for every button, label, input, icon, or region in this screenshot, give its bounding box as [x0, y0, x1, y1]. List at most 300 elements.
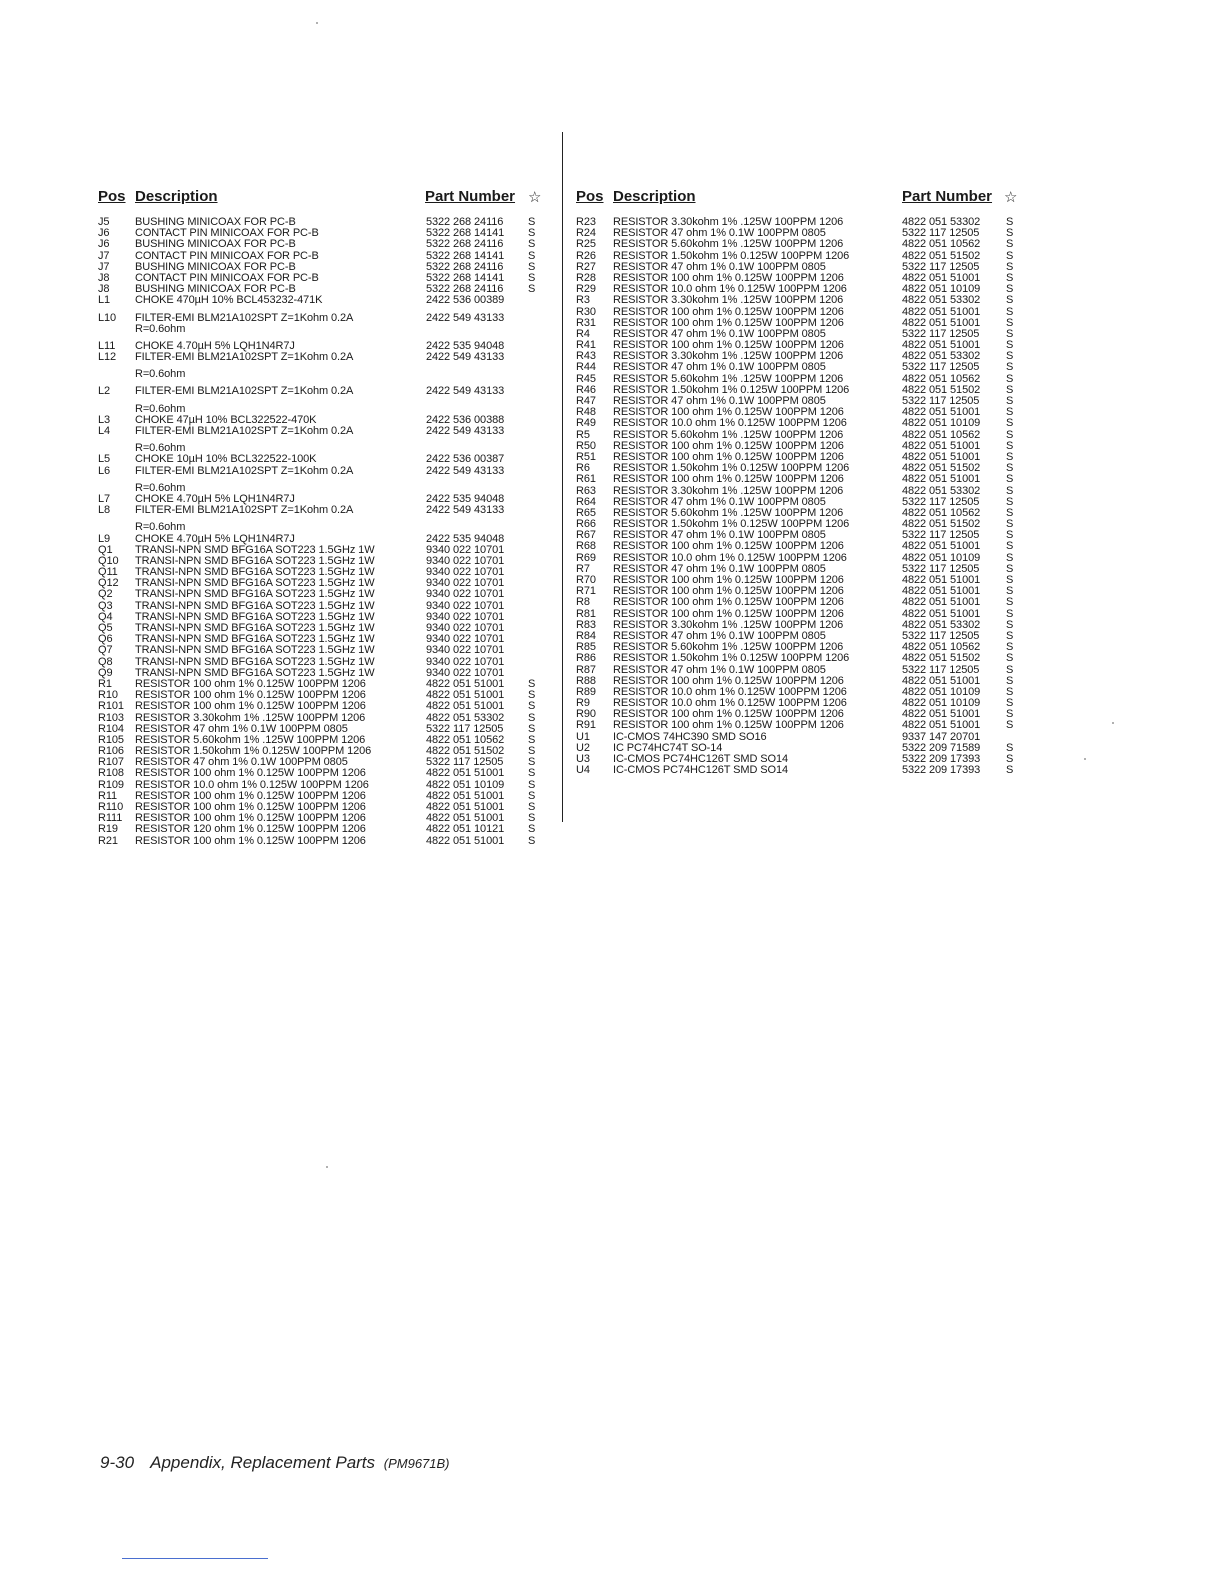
row-description: RESISTOR 10.0 ohm 1% 0.125W 100PPM 1206 [613, 697, 847, 710]
row-pos: R101 [98, 700, 124, 713]
row-pos: R108 [98, 767, 124, 780]
row-description: RESISTOR 47 ohm 1% 0.1W 100PPM 0805 [613, 495, 826, 508]
row-description: BUSHING MINICOAX FOR PC-B [135, 238, 296, 251]
row-part-number: 4822 051 51001 [426, 789, 505, 802]
row-part-number: 5322 117 12505 [902, 260, 980, 273]
row-service-flag: S [528, 789, 536, 802]
row-part-number: 4822 051 10562 [902, 641, 981, 654]
row-service-flag: S [528, 756, 536, 769]
row-description: TRANSI-NPN SMD BFG16A SOT223 1.5GHz 1W [135, 588, 375, 601]
row-part-number: 4822 051 51502 [902, 518, 981, 531]
row-pos: R8 [576, 596, 590, 609]
row-pos: L10 [98, 311, 117, 324]
table-header [576, 188, 1021, 208]
row-service-flag: S [1006, 294, 1014, 307]
row-service-flag: S [1006, 518, 1014, 531]
row-service-flag: S [1006, 406, 1014, 419]
row-part-number: 9340 022 10701 [426, 633, 505, 646]
table-row [576, 295, 1021, 306]
row-pos: L6 [98, 464, 111, 477]
row-service-flag: S [528, 689, 536, 702]
table-row [98, 534, 550, 545]
row-description: RESISTOR 100 ohm 1% 0.125W 100PPM 1206 [613, 719, 844, 732]
row-description: IC-CMOS PC74HC126T SMD SO14 [613, 764, 788, 777]
row-part-number: 4822 051 51001 [902, 339, 981, 352]
row-service-flag: S [1006, 383, 1014, 396]
row-pos: R86 [576, 652, 596, 665]
row-pos: U3 [576, 753, 590, 765]
row-service-flag: S [528, 700, 536, 713]
row-description: TRANSI-NPN SMD BFG16A SOT223 1.5GHz 1W [135, 577, 375, 590]
table-row [98, 589, 550, 600]
row-service-flag: S [1006, 372, 1014, 385]
row-pos: R84 [576, 629, 596, 642]
row-description: RESISTOR 10.0 ohm 1% 0.125W 100PPM 1206 [135, 778, 369, 791]
row-part-number: 2422 536 00389 [426, 294, 505, 307]
row-pos: R63 [576, 484, 596, 497]
table-row [576, 239, 1021, 250]
footer-rule [122, 1558, 268, 1559]
row-pos: Q3 [98, 599, 113, 612]
row-description: TRANSI-NPN SMD BFG16A SOT223 1.5GHz 1W [135, 554, 375, 567]
row-description: RESISTOR 100 ohm 1% 0.125W 100PPM 1206 [613, 574, 844, 586]
row-part-number: 5322 117 12505 [902, 529, 980, 542]
row-description: RESISTOR 100 ohm 1% 0.125W 100PPM 1206 [613, 708, 844, 721]
row-part-number: 4822 051 51502 [902, 249, 981, 262]
table-row [98, 454, 550, 465]
row-description: CHOKE 4.70µH 5% LQH1N4R7J [135, 492, 295, 505]
row-pos: L11 [98, 339, 116, 352]
row-description: RESISTOR 100 ohm 1% 0.125W 100PPM 1206 [613, 674, 844, 687]
row-description: RESISTOR 5.60kohm 1% .125W 100PPM 1206 [135, 733, 366, 746]
row-pos: U4 [576, 764, 590, 777]
row-pos: J6 [98, 227, 110, 240]
row-description: R=0.6ohm [135, 402, 186, 415]
row-description: RESISTOR 3.30kohm 1% .125W 100PPM 1206 [613, 618, 844, 631]
row-description: FILTER-EMI BLM21A102SPT Z=1Kohm 0.2A [135, 351, 354, 364]
row-part-number: 9340 022 10701 [426, 666, 505, 679]
row-description: RESISTOR 47 ohm 1% 0.1W 100PPM 0805 [613, 562, 826, 575]
row-part-number: 4822 051 51001 [426, 812, 505, 825]
row-pos: L12 [98, 351, 117, 364]
footer-title: Appendix, Replacement Parts [150, 1453, 376, 1472]
row-part-number: 4822 051 10109 [902, 685, 981, 698]
row-pos: R61 [576, 473, 596, 486]
row-pos: R50 [576, 439, 596, 452]
row-description: RESISTOR 10.0 ohm 1% 0.125W 100PPM 1206 [613, 685, 847, 698]
row-pos: R4 [576, 327, 590, 340]
row-part-number: 2422 549 43133 [426, 351, 505, 364]
scan-speck [1112, 722, 1114, 724]
row-pos: R45 [576, 372, 596, 385]
row-description: RESISTOR 47 ohm 1% 0.1W 100PPM 0805 [613, 529, 826, 542]
table-row [98, 239, 550, 250]
row-pos: J8 [98, 271, 110, 284]
row-part-number: 5322 117 12505 [902, 395, 980, 407]
row-service-flag: S [528, 834, 536, 847]
table-row [98, 836, 550, 847]
row-part-number: 4822 051 10109 [902, 551, 981, 564]
row-pos: R105 [98, 733, 124, 746]
row-part-number: 9340 022 10701 [426, 644, 505, 657]
row-description: TRANSI-NPN SMD BFG16A SOT223 1.5GHz 1W [135, 622, 375, 634]
table-row [576, 418, 1021, 429]
row-part-number: 2422 536 00388 [426, 413, 505, 426]
row-pos: Q6 [98, 633, 113, 646]
row-part-number: 2422 535 94048 [426, 532, 505, 545]
row-part-number: 4822 051 51001 [426, 767, 505, 780]
row-description: RESISTOR 100 ohm 1% 0.125W 100PPM 1206 [135, 677, 366, 690]
row-service-flag: S [1006, 484, 1014, 497]
row-pos: R9 [576, 697, 590, 710]
row-service-flag: S [528, 216, 536, 228]
row-description: RESISTOR 10.0 ohm 1% 0.125W 100PPM 1206 [613, 417, 847, 430]
row-part-number: 5322 117 12505 [902, 361, 980, 374]
row-part-number: 4822 051 51001 [426, 700, 505, 713]
row-part-number: 5322 117 12505 [426, 756, 504, 769]
row-service-flag: S [1006, 674, 1014, 687]
row-description: TRANSI-NPN SMD BFG16A SOT223 1.5GHz 1W [135, 655, 375, 668]
row-pos: R27 [576, 260, 596, 273]
row-pos: U1 [576, 730, 590, 743]
row-part-number: 4822 051 51001 [902, 540, 981, 553]
row-service-flag: S [1006, 271, 1014, 284]
row-description: R=0.6ohm [135, 322, 186, 335]
row-description: RESISTOR 100 ohm 1% 0.125W 100PPM 1206 [613, 540, 844, 553]
row-pos: R46 [576, 383, 596, 396]
table-row [98, 466, 550, 477]
row-pos: R88 [576, 674, 596, 687]
row-part-number: 5322 117 12505 [902, 495, 980, 508]
parts-table-right [576, 188, 1021, 776]
row-pos: R107 [98, 756, 124, 769]
table-row [98, 505, 550, 516]
row-description: TRANSI-NPN SMD BFG16A SOT223 1.5GHz 1W [135, 566, 375, 579]
row-pos: R83 [576, 618, 596, 631]
row-pos: L1 [98, 294, 111, 307]
row-pos: Q9 [98, 666, 113, 679]
row-part-number: 4822 051 51001 [902, 574, 981, 586]
row-description: RESISTOR 10.0 ohm 1% 0.125W 100PPM 1206 [613, 551, 847, 564]
row-description: RESISTOR 100 ohm 1% 0.125W 100PPM 1206 [135, 801, 366, 813]
row-pos: R23 [576, 216, 596, 228]
row-part-number: 9340 022 10701 [426, 543, 505, 556]
row-part-number: 4822 051 51001 [902, 439, 981, 452]
row-pos: R28 [576, 271, 596, 284]
row-service-flag: S [1006, 741, 1014, 754]
row-part-number: 4822 051 10109 [426, 778, 505, 791]
row-pos: Q8 [98, 655, 113, 668]
row-description: RESISTOR 5.60kohm 1% .125W 100PPM 1206 [613, 372, 844, 385]
row-description: RESISTOR 100 ohm 1% 0.125W 100PPM 1206 [613, 305, 844, 318]
row-part-number: 4822 051 51001 [902, 719, 981, 732]
row-part-number: 5322 117 12505 [902, 663, 980, 676]
table-row [576, 597, 1021, 608]
row-pos: R29 [576, 283, 596, 296]
row-part-number: 5322 268 24116 [426, 216, 504, 228]
row-part-number: 4822 051 51502 [902, 652, 981, 665]
row-description: RESISTOR 5.60kohm 1% .125W 100PPM 1206 [613, 506, 844, 519]
row-description: RESISTOR 100 ohm 1% 0.125W 100PPM 1206 [613, 607, 844, 620]
header-part-number: Part Number [902, 188, 993, 205]
row-service-flag: S [528, 778, 536, 791]
row-pos: Q4 [98, 610, 113, 623]
row-part-number: 4822 051 51001 [902, 305, 981, 318]
page-number: 9-30 [100, 1453, 135, 1472]
table-row [98, 426, 550, 437]
row-service-flag: S [1006, 473, 1014, 486]
row-part-number: 2422 549 43133 [426, 425, 505, 437]
row-service-flag: S [1006, 395, 1014, 407]
row-service-flag: S [528, 260, 536, 273]
row-part-number: 4822 051 51001 [902, 585, 981, 598]
row-service-flag: S [1006, 540, 1014, 553]
row-pos: R106 [98, 745, 124, 758]
row-description: RESISTOR 47 ohm 1% 0.1W 100PPM 0805 [135, 722, 348, 735]
table-row [576, 474, 1021, 485]
row-description: RESISTOR 3.30kohm 1% .125W 100PPM 1206 [613, 484, 844, 497]
row-service-flag: S [1006, 652, 1014, 665]
row-service-flag: S [1006, 506, 1014, 519]
row-description: RESISTOR 1.50kohm 1% 0.125W 100PPM 1206 [135, 745, 372, 758]
row-service-flag: S [1006, 283, 1014, 296]
row-part-number: 4822 051 53302 [426, 711, 505, 724]
row-part-number: 5322 268 14141 [426, 271, 505, 284]
row-description: RESISTOR 100 ohm 1% 0.125W 100PPM 1206 [613, 339, 844, 352]
row-description: RESISTOR 3.30kohm 1% .125W 100PPM 1206 [613, 216, 844, 228]
row-pos: R31 [576, 316, 596, 329]
row-description: RESISTOR 100 ohm 1% 0.125W 100PPM 1206 [613, 585, 844, 598]
row-description: RESISTOR 100 ohm 1% 0.125W 100PPM 1206 [613, 271, 844, 284]
row-description: FILTER-EMI BLM21A102SPT Z=1Kohm 0.2A [135, 385, 354, 398]
row-pos: R70 [576, 574, 596, 586]
row-pos: R41 [576, 339, 596, 352]
row-service-flag: S [528, 677, 536, 690]
row-part-number: 4822 051 51001 [902, 406, 981, 419]
table-row [98, 768, 550, 779]
row-pos: R1 [98, 677, 112, 690]
row-pos: Q2 [98, 588, 113, 601]
row-pos: R6 [576, 462, 590, 475]
row-description: TRANSI-NPN SMD BFG16A SOT223 1.5GHz 1W [135, 543, 375, 556]
row-description: TRANSI-NPN SMD BFG16A SOT223 1.5GHz 1W [135, 633, 375, 646]
table-row [98, 701, 550, 712]
row-description: RESISTOR 120 ohm 1% 0.125W 100PPM 1206 [135, 823, 366, 836]
row-description: CONTACT PIN MINICOAX FOR PC-B [135, 271, 319, 284]
header-part-number: Part Number [425, 188, 516, 205]
row-pos: R49 [576, 417, 596, 430]
row-service-flag: S [1006, 697, 1014, 710]
parts-list [98, 217, 550, 847]
row-service-flag: S [1006, 327, 1014, 340]
row-part-number: 4822 051 51001 [902, 450, 981, 463]
row-pos: J7 [98, 260, 110, 273]
row-service-flag: S [1006, 428, 1014, 441]
row-service-flag: S [1006, 753, 1014, 765]
row-part-number: 4822 051 51001 [902, 674, 981, 687]
row-part-number: 4822 051 51001 [902, 708, 981, 721]
row-description: CHOKE 4.70µH 5% LQH1N4R7J [135, 339, 295, 352]
row-pos: R68 [576, 540, 596, 553]
row-description: RESISTOR 1.50kohm 1% 0.125W 100PPM 1206 [613, 462, 850, 475]
row-service-flag: S [1006, 663, 1014, 676]
row-part-number: 4822 051 10109 [902, 697, 981, 710]
row-service-flag: S [528, 767, 536, 780]
row-service-flag: S [1006, 305, 1014, 318]
row-description: TRANSI-NPN SMD BFG16A SOT223 1.5GHz 1W [135, 599, 375, 612]
row-description: RESISTOR 100 ohm 1% 0.125W 100PPM 1206 [613, 473, 844, 486]
row-pos: Q12 [98, 577, 119, 590]
row-part-number: 4822 051 51001 [902, 473, 981, 486]
row-part-number: 4822 051 51001 [902, 607, 981, 620]
row-pos: R89 [576, 685, 596, 698]
row-part-number: 9340 022 10701 [426, 655, 505, 668]
row-service-flag: S [528, 283, 536, 296]
row-description: RESISTOR 100 ohm 1% 0.125W 100PPM 1206 [613, 450, 844, 463]
table-row [98, 313, 550, 324]
row-pos: R90 [576, 708, 596, 721]
row-pos: R30 [576, 305, 596, 318]
row-part-number: 4822 051 10562 [902, 428, 981, 441]
row-pos: R5 [576, 428, 590, 441]
row-service-flag: S [1006, 607, 1014, 620]
row-pos: L8 [98, 504, 111, 517]
row-description: IC-CMOS PC74HC126T SMD SO14 [613, 753, 788, 765]
row-pos: Q7 [98, 644, 113, 657]
header-description: Description [613, 188, 696, 205]
row-pos: R44 [576, 361, 596, 374]
row-description: FILTER-EMI BLM21A102SPT Z=1Kohm 0.2A [135, 464, 354, 477]
row-service-flag: S [528, 238, 536, 251]
table-row [98, 369, 550, 380]
row-pos: R51 [576, 450, 596, 463]
row-pos: R87 [576, 663, 596, 676]
row-pos: R91 [576, 719, 596, 732]
row-part-number: 5322 117 12505 [902, 227, 980, 240]
parts-table-left [98, 188, 550, 847]
row-part-number: 4822 051 51001 [426, 677, 505, 690]
row-service-flag: S [1006, 238, 1014, 251]
row-service-flag: S [528, 227, 536, 240]
row-service-flag: S [1006, 551, 1014, 564]
row-service-flag: S [528, 801, 536, 813]
row-part-number: 4822 051 10562 [902, 506, 981, 519]
row-description: RESISTOR 47 ohm 1% 0.1W 100PPM 0805 [613, 227, 826, 240]
row-part-number: 4822 051 51001 [902, 316, 981, 329]
row-service-flag: S [1006, 495, 1014, 508]
row-pos: J5 [98, 216, 110, 228]
row-service-flag: S [528, 711, 536, 724]
footer-model: (PM9671B) [383, 1456, 450, 1471]
row-pos: R3 [576, 294, 590, 307]
row-description: RESISTOR 100 ohm 1% 0.125W 100PPM 1206 [613, 596, 844, 609]
row-pos: R26 [576, 249, 596, 262]
row-service-flag: S [1006, 618, 1014, 631]
row-service-flag: S [1006, 316, 1014, 329]
row-service-flag: S [1006, 227, 1014, 240]
star-icon: ☆ [528, 189, 542, 206]
row-pos: R7 [576, 562, 590, 575]
row-part-number: 4822 051 51502 [902, 383, 981, 396]
row-part-number: 9340 022 10701 [426, 554, 505, 567]
row-description: CHOKE 10µH 10% BCL322522-100K [135, 453, 317, 466]
scan-speck [1084, 758, 1086, 760]
row-description: R=0.6ohm [135, 481, 186, 494]
row-pos: L7 [98, 492, 111, 505]
row-description: RESISTOR 47 ohm 1% 0.1W 100PPM 0805 [613, 629, 826, 642]
row-part-number: 4822 051 10562 [426, 733, 505, 746]
row-part-number: 4822 051 10109 [902, 283, 981, 296]
row-description: RESISTOR 5.60kohm 1% .125W 100PPM 1206 [613, 641, 844, 654]
table-row [576, 541, 1021, 552]
table-row [98, 824, 550, 835]
row-description: CONTACT PIN MINICOAX FOR PC-B [135, 249, 319, 262]
row-part-number: 4822 051 51001 [426, 834, 505, 847]
row-part-number: 5322 209 17393 [902, 753, 981, 765]
table-header [98, 188, 550, 208]
row-pos: L2 [98, 385, 111, 398]
row-part-number: 4822 051 51001 [426, 689, 505, 702]
row-pos: R48 [576, 406, 596, 419]
row-description: CHOKE 47µH 10% BCL322522-470K [135, 413, 317, 426]
row-description: RESISTOR 47 ohm 1% 0.1W 100PPM 0805 [613, 260, 826, 273]
row-pos: R43 [576, 350, 596, 363]
row-description: RESISTOR 47 ohm 1% 0.1W 100PPM 0805 [613, 663, 826, 676]
row-description: IC-CMOS 74HC390 SMD SO16 [613, 730, 767, 743]
row-pos: R65 [576, 506, 596, 519]
row-service-flag: S [1006, 260, 1014, 273]
row-part-number: 4822 051 51502 [426, 745, 505, 758]
row-description: RESISTOR 1.50kohm 1% 0.125W 100PPM 1206 [613, 249, 850, 262]
table-row [576, 307, 1021, 318]
scan-speck [316, 22, 318, 24]
row-part-number: 2422 535 94048 [426, 339, 505, 352]
row-part-number: 4822 051 51001 [902, 271, 981, 284]
row-description: R=0.6ohm [135, 442, 186, 455]
row-part-number: 5322 209 71589 [902, 741, 981, 754]
scan-speck [326, 1166, 328, 1168]
row-pos: Q1 [98, 543, 113, 556]
row-description: RESISTOR 5.60kohm 1% .125W 100PPM 1206 [613, 428, 844, 441]
row-part-number: 5322 268 24116 [426, 238, 504, 251]
row-description: FILTER-EMI BLM21A102SPT Z=1Kohm 0.2A [135, 425, 354, 437]
row-pos: Q11 [98, 566, 118, 579]
row-part-number: 9340 022 10701 [426, 610, 505, 623]
row-part-number: 5322 117 12505 [902, 629, 980, 642]
row-pos: R67 [576, 529, 596, 542]
row-pos: R69 [576, 551, 596, 564]
row-service-flag: S [1006, 350, 1014, 363]
table-row [98, 386, 550, 397]
row-description: RESISTOR 100 ohm 1% 0.125W 100PPM 1206 [135, 767, 366, 780]
row-part-number: 5322 117 12505 [902, 327, 980, 340]
column-divider [562, 132, 563, 822]
row-service-flag: S [1006, 562, 1014, 575]
row-description: CHOKE 470µH 10% BCL453232-471K [135, 294, 323, 307]
row-service-flag: S [528, 823, 536, 836]
table-row [98, 352, 550, 363]
row-pos: U2 [576, 741, 590, 754]
row-part-number: 9340 022 10701 [426, 577, 505, 590]
row-service-flag: S [1006, 249, 1014, 262]
row-pos: R19 [98, 823, 118, 836]
row-description: TRANSI-NPN SMD BFG16A SOT223 1.5GHz 1W [135, 644, 375, 657]
row-description: RESISTOR 100 ohm 1% 0.125W 100PPM 1206 [135, 812, 366, 825]
row-description: RESISTOR 100 ohm 1% 0.125W 100PPM 1206 [135, 789, 366, 802]
table-row [98, 522, 550, 533]
row-description: BUSHING MINICOAX FOR PC-B [135, 216, 296, 228]
row-description: RESISTOR 47 ohm 1% 0.1W 100PPM 0805 [135, 756, 348, 769]
